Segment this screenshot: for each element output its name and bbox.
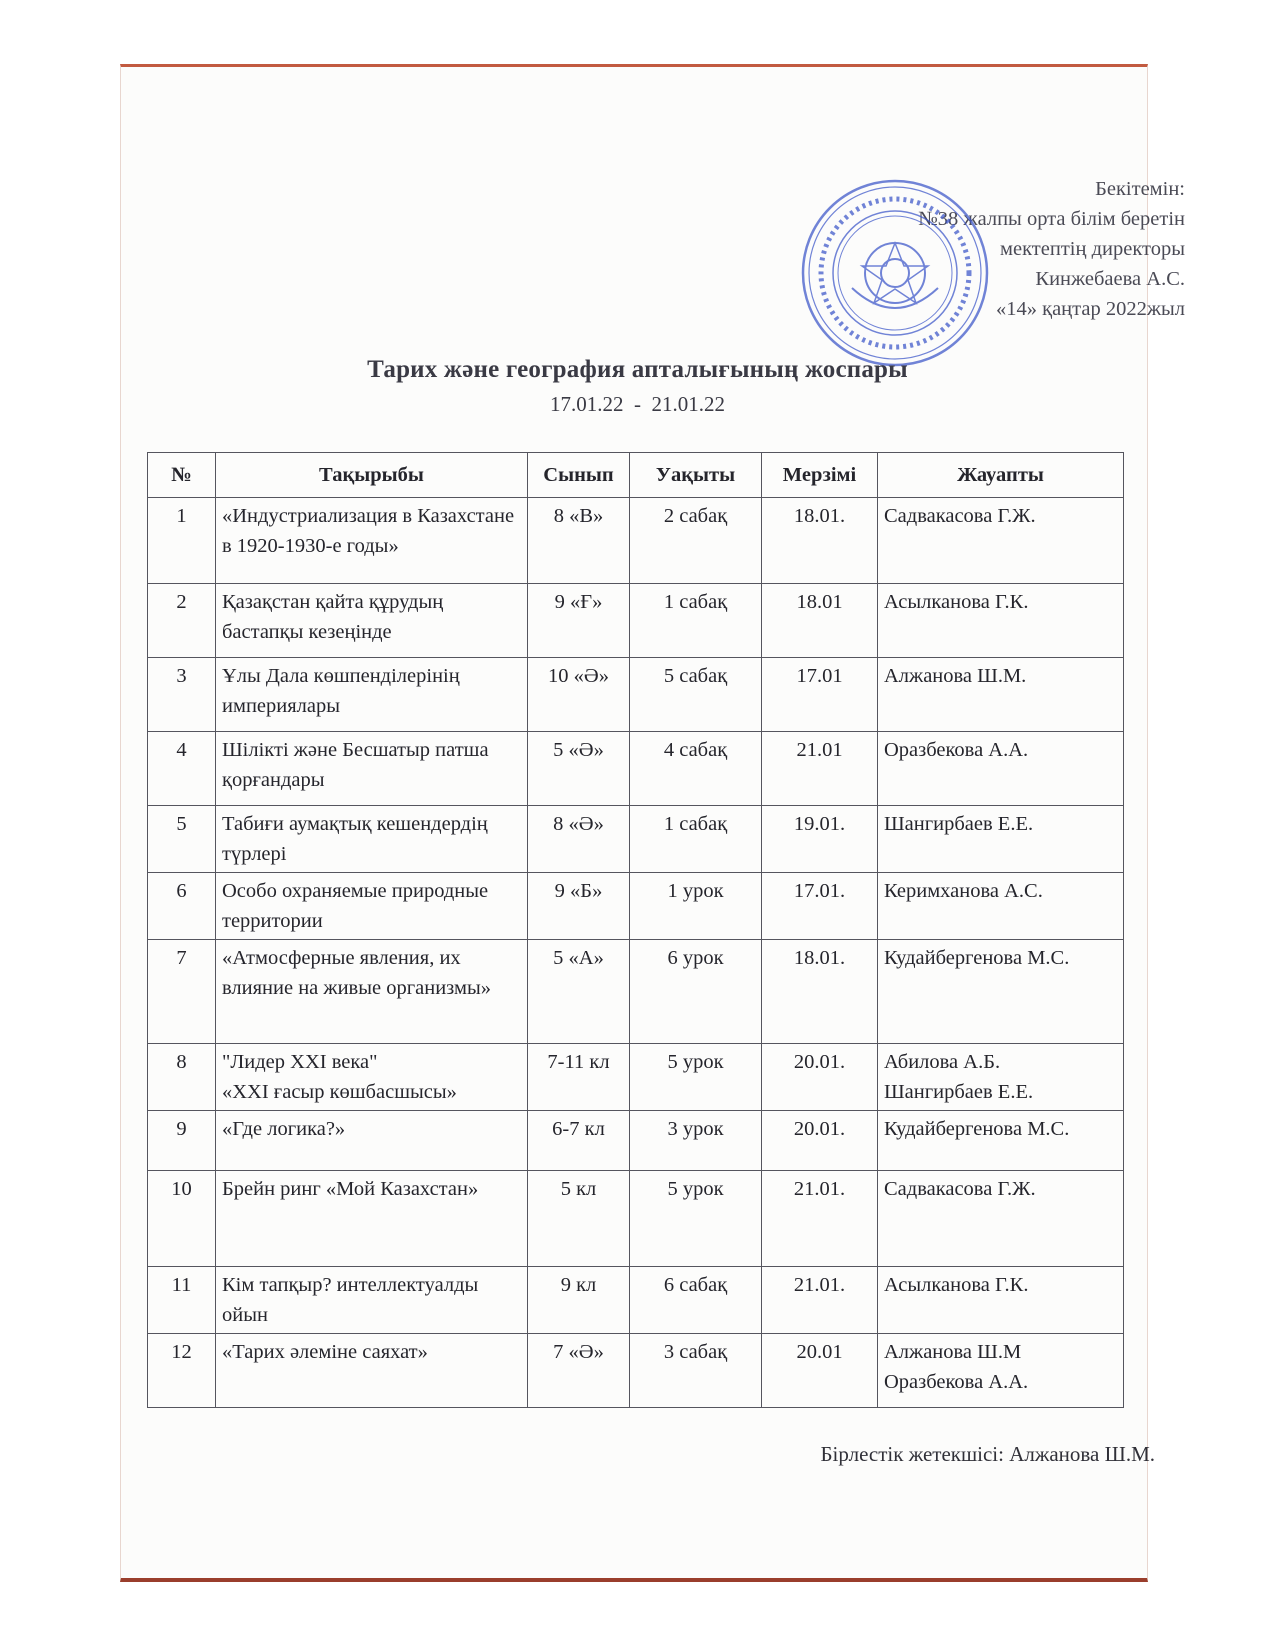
cell-responsible: Алжанова Ш.М. [878, 658, 1124, 732]
cell-date: 20.01. [762, 1044, 878, 1111]
cell-class: 9 «Б» [528, 873, 630, 940]
cell-responsible: Абилова А.Б. Шангирбаев Е.Е. [878, 1044, 1124, 1111]
date-range: 17.01.22 - 21.01.22 [550, 392, 725, 416]
cell-class: 8 «Ә» [528, 806, 630, 873]
cell-time: 1 сабақ [630, 806, 762, 873]
cell-topic: Табиғи аумақтық кешендердің түрлері [216, 806, 528, 873]
cell-time: 3 сабақ [630, 1334, 762, 1408]
table-row [148, 584, 1124, 658]
official-seal-icon [800, 178, 990, 368]
header-number: № [148, 453, 216, 498]
cell-date: 17.01. [762, 873, 878, 940]
cell-date: 20.01. [762, 1111, 878, 1171]
table-row [148, 732, 1124, 806]
cell-topic: Шілікті және Бесшатыр патша қорғандары [216, 732, 528, 806]
header-topic: Тақырыбы [216, 453, 528, 498]
cell-responsible: Садвакасова Г.Ж. [878, 1171, 1124, 1267]
cell-number: 12 [148, 1334, 216, 1408]
cell-number: 3 [148, 658, 216, 732]
header-time: Уақыты [630, 453, 762, 498]
table-row [148, 940, 1124, 1044]
table-row [148, 1044, 1124, 1111]
approval-line: Кинжебаева А.С. [1035, 268, 1185, 290]
approval-line: Бекітемін: [1095, 178, 1185, 200]
cell-responsible: Шангирбаев Е.Е. [878, 806, 1124, 873]
table-row [148, 1171, 1124, 1267]
cell-topic: «Атмосферные явления, их влияние на живые организмы» [216, 940, 528, 1044]
table-row [148, 1111, 1124, 1171]
header-responsible: Жауапты [878, 453, 1124, 498]
table-row [148, 1267, 1124, 1334]
cell-class: 9 «Ғ» [528, 584, 630, 658]
cell-class: 5 «Ә» [528, 732, 630, 806]
cell-class: 9 кл [528, 1267, 630, 1334]
cell-class: 5 «А» [528, 940, 630, 1044]
cell-number: 8 [148, 1044, 216, 1111]
cell-class: 10 «Ә» [528, 658, 630, 732]
cell-time: 5 урок [630, 1044, 762, 1111]
cell-date: 18.01 [762, 584, 878, 658]
cell-number: 6 [148, 873, 216, 940]
cell-responsible: Асылканова Г.К. [878, 1267, 1124, 1334]
table-header-row [148, 453, 1124, 498]
cell-number: 2 [148, 584, 216, 658]
cell-date: 19.01. [762, 806, 878, 873]
table-row [148, 806, 1124, 873]
cell-time: 5 урок [630, 1171, 762, 1267]
signature-line: Бірлестік жетекшісі: Алжанова Ш.М. [820, 1442, 1155, 1466]
cell-number: 9 [148, 1111, 216, 1171]
cell-responsible: Алжанова Ш.М Оразбекова А.А. [878, 1334, 1124, 1408]
cell-time: 3 урок [630, 1111, 762, 1171]
cell-topic: Брейн ринг «Мой Казахстан» [216, 1171, 528, 1267]
cell-class: 6-7 кл [528, 1111, 630, 1171]
cell-number: 10 [148, 1171, 216, 1267]
cell-topic: «Где логика?» [216, 1111, 528, 1171]
cell-responsible: Кудайбергенова М.С. [878, 1111, 1124, 1171]
cell-number: 1 [148, 498, 216, 584]
cell-date: 21.01. [762, 1267, 878, 1334]
approval-line: №38 жалпы орта білім беретін [918, 208, 1185, 230]
cell-topic: «Индустриализация в Казахстане в 1920-1930-е годы» [216, 498, 528, 584]
cell-number: 7 [148, 940, 216, 1044]
cell-time: 6 урок [630, 940, 762, 1044]
cell-time: 6 сабақ [630, 1267, 762, 1334]
cell-topic: Ұлы Дала көшпенділерінің империялары [216, 658, 528, 732]
approval-line: мектептің директоры [1000, 238, 1185, 260]
cell-time: 1 сабақ [630, 584, 762, 658]
plan-table [147, 452, 1124, 1408]
cell-responsible: Кудайбергенова М.С. [878, 940, 1124, 1044]
cell-date: 18.01. [762, 940, 878, 1044]
approval-line: «14» қаңтар 2022жыл [995, 298, 1185, 320]
cell-time: 2 сабақ [630, 498, 762, 584]
cell-topic: Кім тапқыр? интеллектуалды ойын [216, 1267, 528, 1334]
document-title: Тарих және география апталығының жоспары [367, 356, 908, 383]
table-row [148, 658, 1124, 732]
cell-number: 11 [148, 1267, 216, 1334]
cell-number: 4 [148, 732, 216, 806]
cell-time: 5 сабақ [630, 658, 762, 732]
cell-topic: Қазақстан қайта құрудың бастапқы кезеңінде [216, 584, 528, 658]
cell-date: 18.01. [762, 498, 878, 584]
cell-time: 4 сабақ [630, 732, 762, 806]
cell-number: 5 [148, 806, 216, 873]
cell-class: 7 «Ә» [528, 1334, 630, 1408]
table-row [148, 498, 1124, 584]
cell-responsible: Садвакасова Г.Ж. [878, 498, 1124, 584]
table-row [148, 873, 1124, 940]
cell-topic: «Тарих әлеміне саяхат» [216, 1334, 528, 1408]
table-row [148, 1334, 1124, 1408]
header-date: Мерзімі [762, 453, 878, 498]
cell-responsible: Керимханова А.С. [878, 873, 1124, 940]
cell-responsible: Оразбекова А.А. [878, 732, 1124, 806]
cell-class: 7-11 кл [528, 1044, 630, 1111]
cell-date: 21.01 [762, 732, 878, 806]
cell-class: 8 «В» [528, 498, 630, 584]
cell-date: 21.01. [762, 1171, 878, 1267]
cell-topic: Особо охраняемые природные территории [216, 873, 528, 940]
cell-class: 5 кл [528, 1171, 630, 1267]
cell-date: 17.01 [762, 658, 878, 732]
cell-time: 1 урок [630, 873, 762, 940]
cell-date: 20.01 [762, 1334, 878, 1408]
header-class: Сынып [528, 453, 630, 498]
cell-topic: "Лидер XXI века" «XXI ғасыр көшбасшысы» [216, 1044, 528, 1111]
cell-responsible: Асылканова Г.К. [878, 584, 1124, 658]
